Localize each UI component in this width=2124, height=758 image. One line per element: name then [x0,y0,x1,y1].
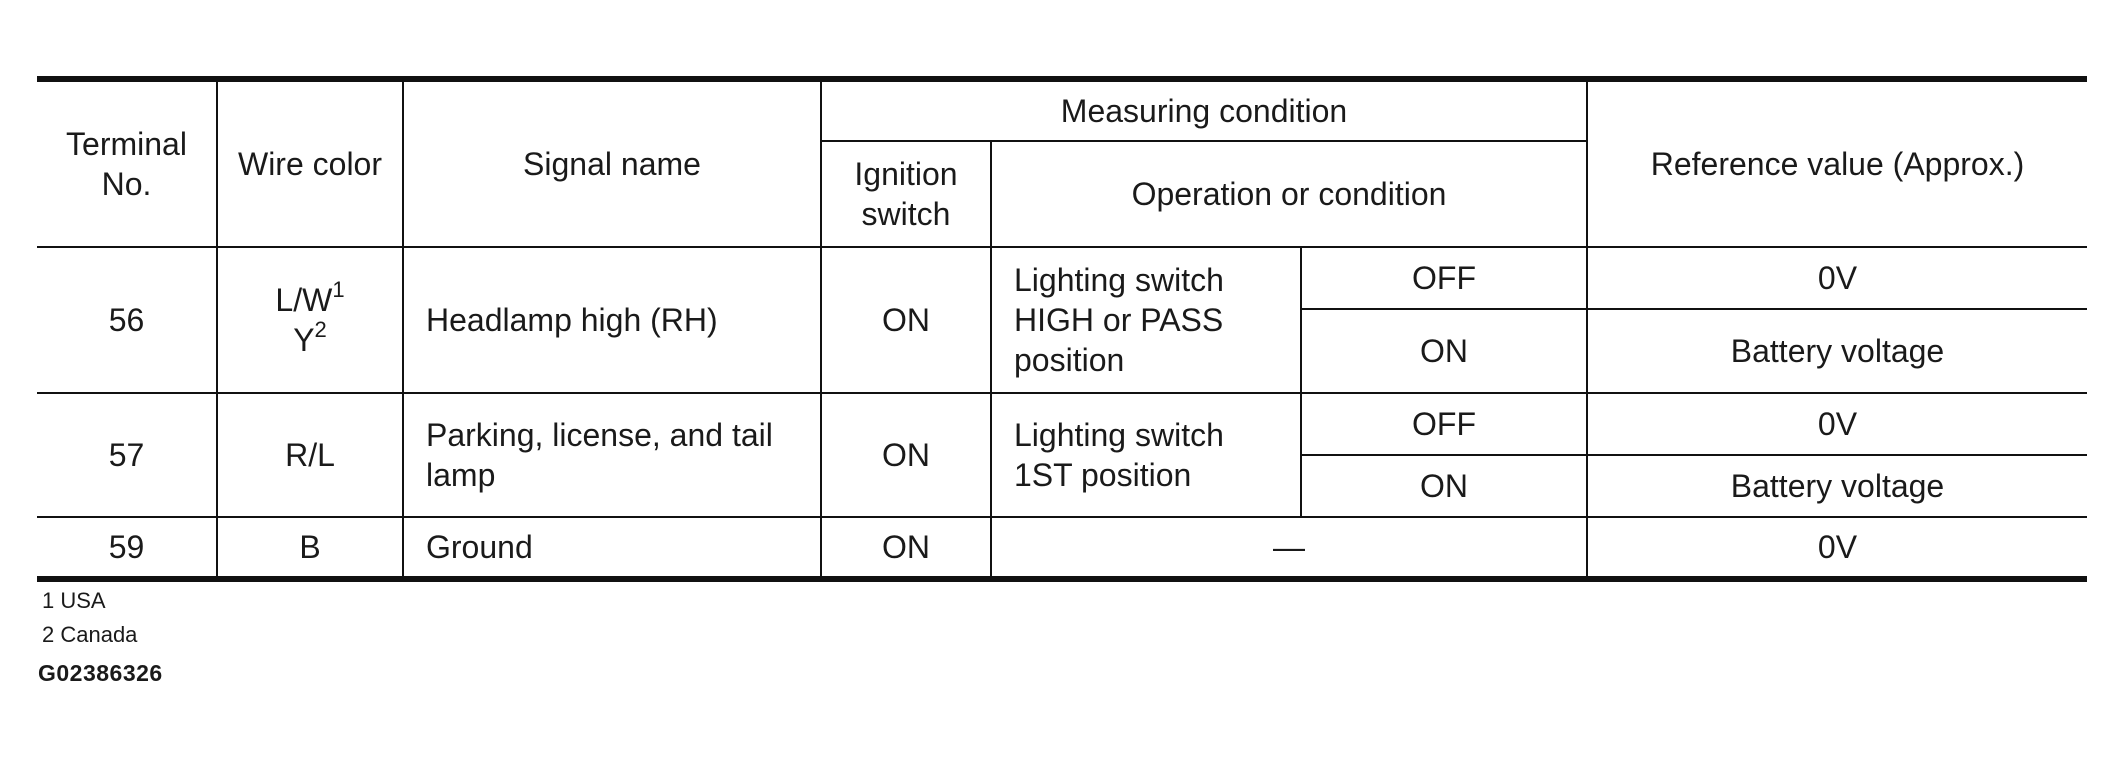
row56-operation: Lighting switch HIGH or PASS position [991,247,1301,393]
footnote-usa: 1 USA [42,588,106,613]
row59-signal-name: Ground [403,517,821,579]
terminal-reference-table [37,76,2087,582]
row56-wire-color-usa: L/W [275,282,333,318]
row57-value-on: Battery voltage [1587,455,2087,517]
header-signal-name: Signal name [403,79,821,247]
row59-terminal: 59 [37,517,217,579]
row59-wire-color: B [217,517,403,579]
row59-operation: — [991,517,1587,579]
row56-state-off: OFF [1301,247,1587,309]
header-wire-color: Wire color [217,79,403,247]
row56-state-on: ON [1301,309,1587,393]
row57-terminal: 57 [37,393,217,517]
row59-value: 0V [1587,517,2087,579]
footnote-canada: 2 Canada [42,622,138,647]
row56-signal-name: Headlamp high (RH) [403,247,821,393]
row56-value-on: Battery voltage [1587,309,2087,393]
row56-terminal: 56 [37,247,217,393]
row56-wire-color-canada: Y [293,322,315,358]
row57-signal-name: Parking, license, and tail lamp [403,393,821,517]
footnotes [42,584,137,652]
header-terminal-no: Terminal No. [37,79,217,247]
row56-wire-color-canada-note: 2 [314,317,327,343]
header-operation-or-condition: Operation or condition [991,141,1587,247]
row56-ignition: ON [821,247,991,393]
row56-wire-color-usa-note: 1 [332,277,345,303]
row57-ignition: ON [821,393,991,517]
row57-state-off: OFF [1301,393,1587,455]
figure-code: G02386326 [38,660,163,686]
row59-ignition: ON [821,517,991,579]
header-measuring-condition: Measuring condition [821,79,1587,141]
header-ignition-switch: Ignition switch [821,141,991,247]
row57-value-off: 0V [1587,393,2087,455]
row57-state-on: ON [1301,455,1587,517]
header-reference-value: Reference value (Approx.) [1587,79,2087,247]
row56-wire-color [217,247,403,393]
row56-value-off: 0V [1587,247,2087,309]
row57-operation: Lighting switch 1ST position [991,393,1301,517]
row57-wire-color: R/L [217,393,403,517]
